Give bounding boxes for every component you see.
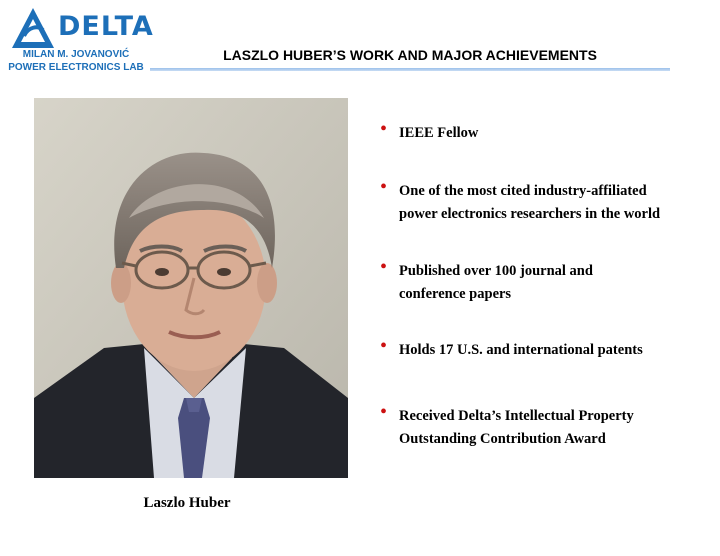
logo-wordmark: DELTA xyxy=(58,11,154,42)
title-underline xyxy=(150,68,670,71)
bullet-text-line: Received Delta’s Intellectual Property xyxy=(399,408,634,424)
delta-triangle-icon xyxy=(10,6,56,50)
delta-logo xyxy=(8,6,154,76)
bullet-dot-icon: • xyxy=(380,256,388,278)
bullet-dot-icon: • xyxy=(380,176,388,198)
bullet-text-line: Published over 100 journal and xyxy=(399,263,593,279)
portrait-illustration xyxy=(34,98,348,478)
bullet-text-line: One of the most cited industry-affiliated xyxy=(399,183,647,199)
slide-title: LASZLO HUBER’S WORK AND MAJOR ACHIEVEMENTS xyxy=(223,47,597,63)
bullet-text-line: Holds 17 U.S. and international patents xyxy=(399,342,643,358)
photo-caption: Laszlo Huber xyxy=(143,495,231,511)
portrait-photo xyxy=(34,98,348,478)
lab-name-line-2: POWER ELECTRONICS LAB xyxy=(8,62,144,73)
bullet-dot-icon: • xyxy=(380,118,388,140)
bullet-text-line: power electronics researchers in the world xyxy=(399,206,661,222)
bullet-text-line: conference papers xyxy=(399,286,512,302)
lab-name-line-1: MILAN M. JOVANOVIĆ xyxy=(22,49,130,60)
bullet-text-line: Outstanding Contribution Award xyxy=(399,431,606,447)
bullet-dot-icon: • xyxy=(380,401,388,423)
bullet-dot-icon: • xyxy=(380,335,388,357)
bullet-text-line: IEEE Fellow xyxy=(399,125,479,141)
